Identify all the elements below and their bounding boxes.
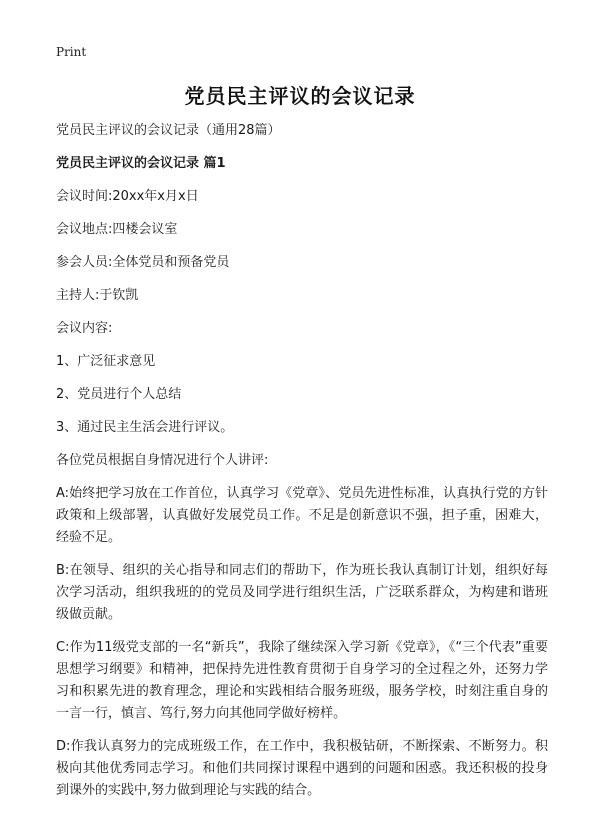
meeting-content-label: 会议内容: [56,321,113,336]
section-heading: 党员民主评议的会议记录 篇1 [56,156,226,171]
print-link[interactable]: Print [56,45,87,59]
meeting-place: 会议地点:四楼会议室 [56,222,178,237]
statement-paragraph: D:作我认真努力的完成班级工作，在工作中，我积极钻研，不断探索、不断努力。积极向其他优秀同志学习。和他们共同探讨课程中遇到的问题和困惑。我还积极的投身到课外的实践中,努力做到理论与实践的结合。 [56,739,548,798]
meeting-host: 主持人:于钦凯 [56,288,139,303]
agenda-item: 1、广泛征求意见 [56,354,156,369]
statement-paragraph: A:始终把学习放在工作首位，认真学习《党章》、党员先进性标准，认真执行党的方针政策和上级部署，认真做好发展党员工作。不足是创新意识不强，担子重，困难大，经验不足。 [56,486,548,545]
agenda-item: 3、通过民主生活会进行评议。 [56,420,234,435]
document-subtitle: 党员民主评议的会议记录（通用28篇） [56,123,281,138]
page-title: 党员民主评议的会议记录 [184,84,416,108]
statement-paragraph: B:在领导、组织的关心指导和同志们的帮助下，作为班长我认真制订计划，组织好每次学习活动，组织我班的的党员及同学进行组织生活，广泛联系群众，为构建和谐班级做贡献。 [56,563,548,622]
agenda-item: 2、党员进行个人总结 [56,387,182,402]
meeting-time: 会议时间:20xx年x月x日 [56,189,199,204]
meeting-attendees: 参会人员:全体党员和预备党员 [56,255,230,270]
document-body [56,120,548,813]
statement-paragraph: C:作为11级党支部的一名“新兵”，我除了继续深入学习新《党章》，《“三个代表”重要思想学习纲要》和精神，把保持先进性教育贯彻于自身学习的全过程之外，还努力学习和积累先进的教育理念，理论和实践相结合服务班级，服务学校，时刻注重自身的一言一行，慎言、笃行,努力向其他同学做好榜样。 [56,640,548,721]
statements-intro: 各位党员根据自身情况进行个人讲评: [56,453,269,468]
